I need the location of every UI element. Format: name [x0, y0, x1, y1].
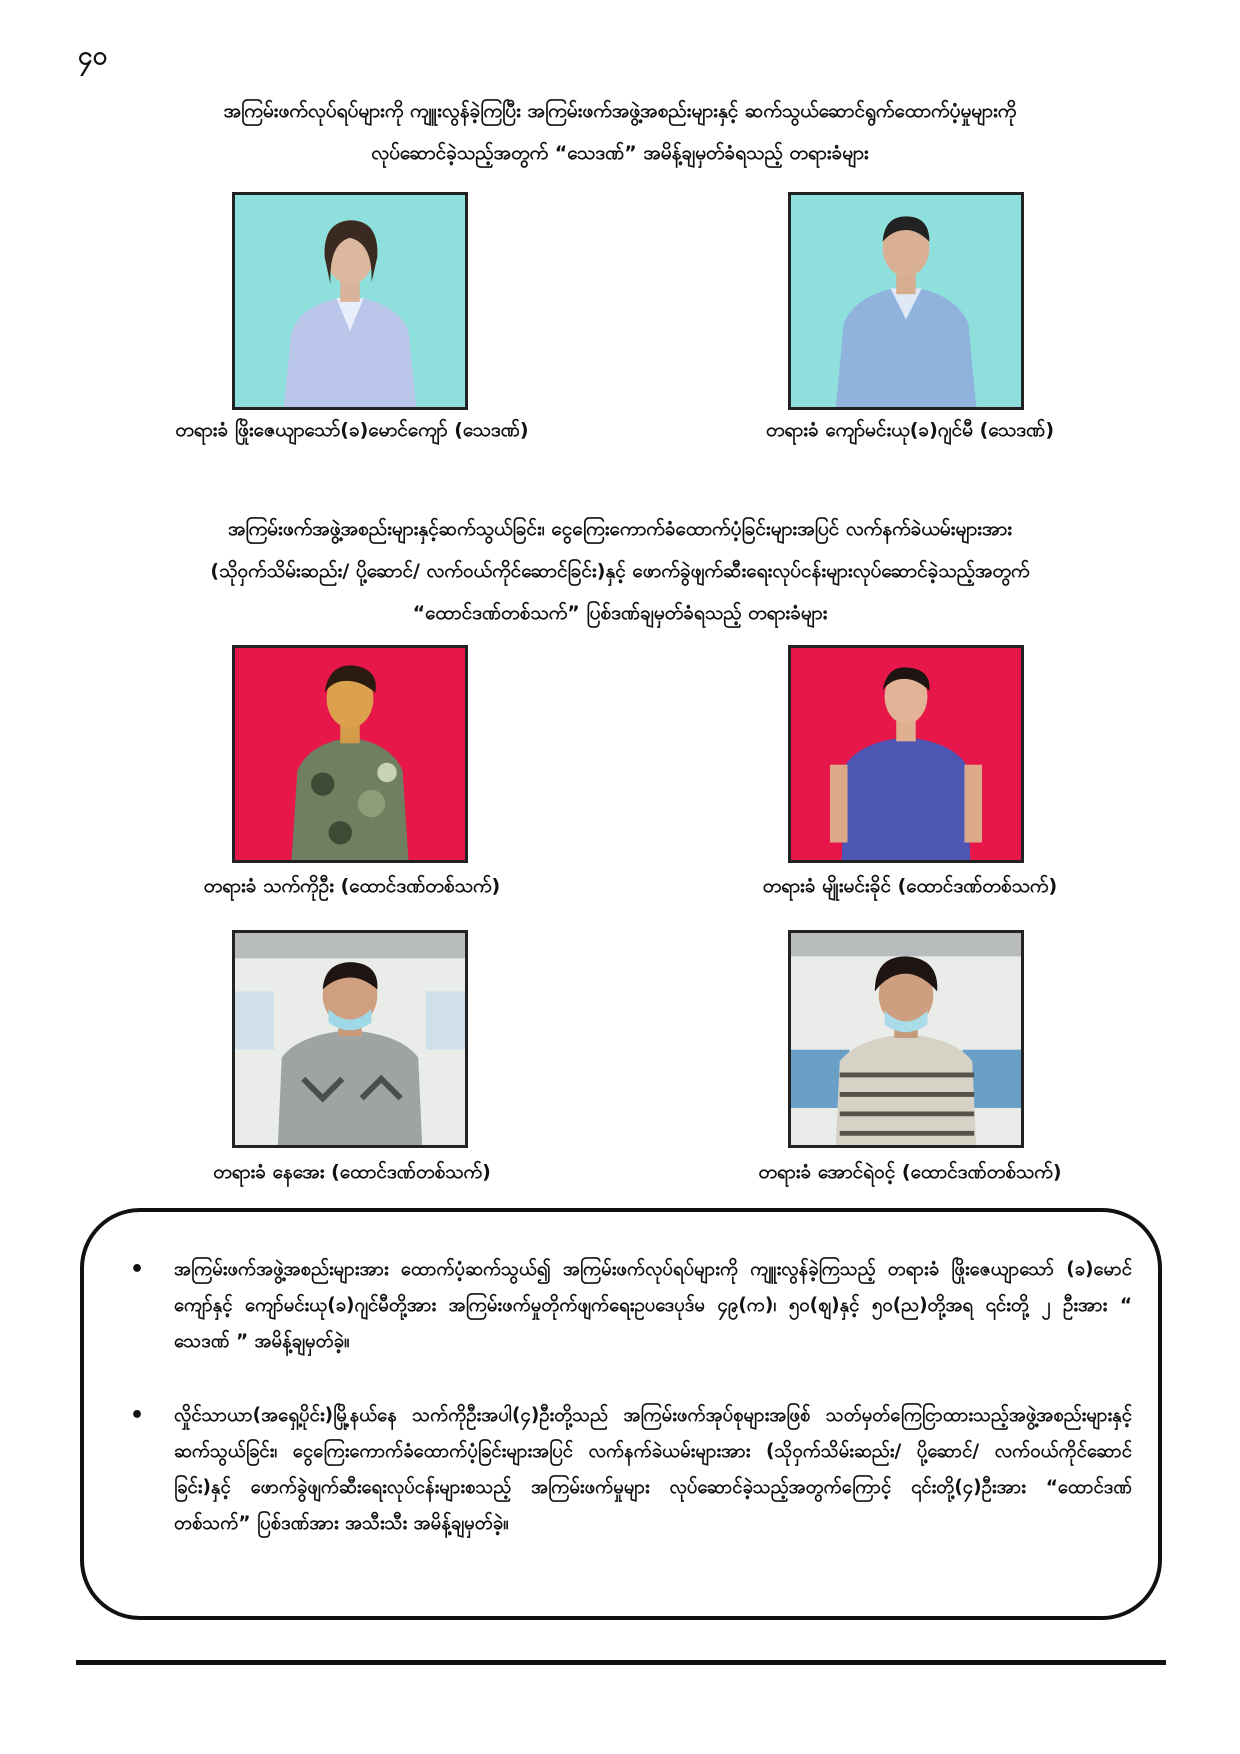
- defendant-photo-2: [788, 192, 1024, 410]
- section1-heading: [60, 90, 1180, 174]
- defendant-photo-6: [788, 930, 1024, 1148]
- page-number: ၄၀: [78, 41, 108, 71]
- summary-bullet-2: [132, 1398, 1132, 1542]
- section2-heading: [60, 508, 1180, 634]
- summary-bullet-text-1: အကြမ်းဖက်အဖွဲ့အစည်းများအား ထောက်ပံ့ဆက်သွယ်၍ အကြမ်းဖက်လုပ်ရပ်များကို ကျူးလွန်ခဲ့ကြသည့် တရားခံ ဖြိုးဇေယျာသော် (ခ)မောင်ကျော်နှင့် ကျော်မင်းယု(ခ)ဂျင်မီတို့အား အကြမ်းဖက်မှုတိုက်ဖျက်ရေးဥပဒေပုဒ်မ ၄၉(က)၊ ၅၀(ဈ)နှင့် ၅၀(ည)တို့အရ ၎င်းတို့ ၂ ဦးအား “ သေဒဏ် ” အမိန့်ချမှတ်ခဲ့။: [174, 1259, 1132, 1352]
- defendant-caption-2: တရားခံ ကျော်မင်းယု(ခ)ဂျင်မီ (သေဒဏ်): [765, 419, 1055, 441]
- defendant-caption-1: တရားခံ ဖြိုးဇေယျာသော်(ခ)မောင်ကျော် (သေဒဏ်): [175, 419, 529, 441]
- section1-heading-line1: အကြမ်းဖက်လုပ်ရပ်များကို ကျူးလွန်ခဲ့ကြပြီး အကြမ်းဖက်အဖွဲ့အစည်းများနှင့် ဆက်သွယ်ဆောင်ရွက်ထောက်ပံ့မှုများကို: [223, 100, 1017, 122]
- defendant-caption-4: တရားခံ မျိုးမင်းခိုင် (ထောင်ဒဏ်တစ်သက်): [762, 875, 1058, 897]
- summary-bullet-text-2: လှိုင်သာယာ(အရှေ့ပိုင်း)မြို့နယ်နေ သက်ကိုဦးအပါ(၄)ဦးတို့သည် အကြမ်းဖက်အုပ်စုများအဖြစ် သတ်မှတ်ကြေငြာထားသည့်အဖွဲ့အစည်းများနှင့် ဆက်သွယ်ခြင်း၊ ငွေကြေးကောက်ခံထောက်ပံ့ခြင်းများအပြင် လက်နက်ခဲယမ်းများအား (သိုဝှက်သိမ်းဆည်း/ ပို့ဆောင်/ လက်ဝယ်ကိုင်ဆောင်ခြင်း)နှင့် ဖောက်ခွဲဖျက်ဆီးရေးလုပ်ငန်းများစသည့် အကြမ်းဖက်မှုများ လုပ်ဆောင်ခဲ့သည့်အတွက်ကြောင့် ၎င်းတို့(၄)ဦးအား “ထောင်ဒဏ်တစ်သက်” ပြစ်ဒဏ်အား အသီးသီး အမိန့်ချမှတ်ခဲ့။: [174, 1405, 1132, 1534]
- section1-heading-line2: လုပ်ဆောင်ခဲ့သည့်အတွက် “သေဒဏ်” အမိန့်ချမှတ်ခံရသည့် တရားခံများ: [371, 142, 869, 164]
- defendant-photo-3: [232, 645, 468, 863]
- defendant-photo-4: [788, 645, 1024, 863]
- section2-heading-line3: “ထောင်ဒဏ်တစ်သက်” ပြစ်ဒဏ်ချမှတ်ခံရသည့် တရားခံများ: [412, 602, 828, 624]
- summary-box: [80, 1208, 1162, 1620]
- defendant-caption-5: တရားခံ နေအေး (ထောင်ဒဏ်တစ်သက်): [213, 1161, 491, 1183]
- bullet-icon: •: [130, 1257, 145, 1282]
- defendant-caption-6: တရားခံ အောင်ရဲဝင့် (ထောင်ဒဏ်တစ်သက်): [758, 1161, 1062, 1183]
- defendant-caption-3: တရားခံ သက်ကိုဦး (ထောင်ဒဏ်တစ်သက်): [203, 875, 501, 897]
- footer-rule: [76, 1660, 1166, 1665]
- defendant-photo-1: [232, 192, 468, 410]
- summary-bullet-1: [132, 1252, 1132, 1360]
- section2-heading-line2: (သိုဝှက်သိမ်းဆည်း/ ပို့ဆောင်/ လက်ဝယ်ကိုင်ဆောင်ခြင်း)နှင့် ဖောက်ခွဲဖျက်ဆီးရေးလုပ်ငန်းများလုပ်ဆောင်ခဲ့သည့်အတွက်: [210, 560, 1030, 582]
- section2-heading-line1: အကြမ်းဖက်အဖွဲ့အစည်းများနှင့်ဆက်သွယ်ခြင်း၊ ငွေကြေးကောက်ခံထောက်ပံ့ခြင်းများအပြင် လက်နက်ခဲယမ်းများအား: [227, 518, 1013, 540]
- bullet-icon: •: [130, 1403, 145, 1428]
- defendant-photo-5: [232, 930, 468, 1148]
